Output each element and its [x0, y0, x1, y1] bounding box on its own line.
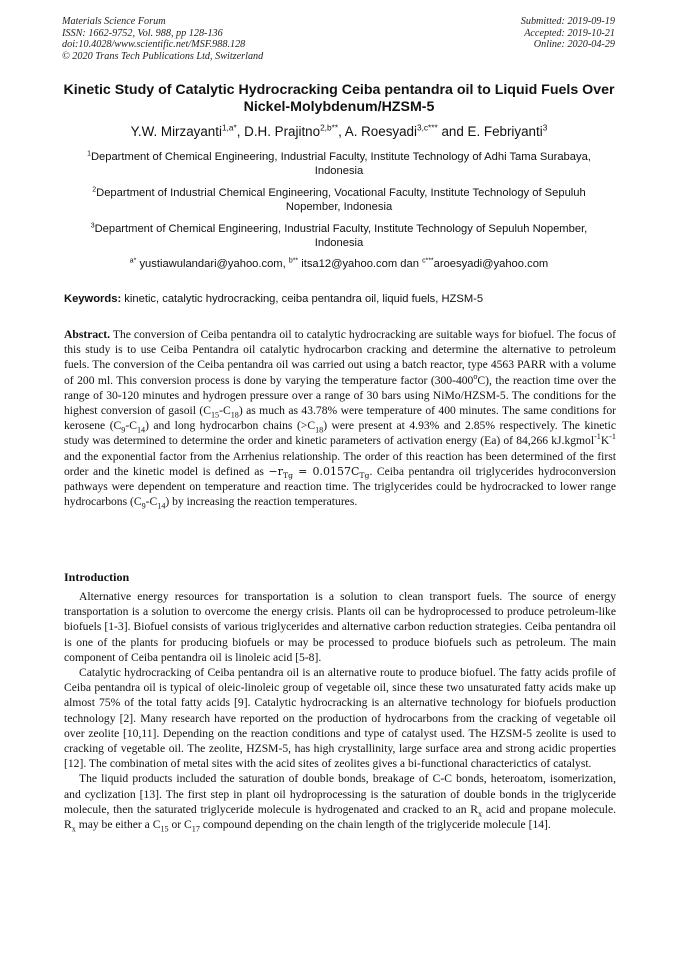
subscript: x [478, 809, 483, 819]
paragraph-text: or C [168, 818, 192, 832]
abstract-text: C), the reaction time over the range of 30-120 minutes and hydrogen pressure over a range of 30 bars using NiMo/HZSM-5. The conditions for the highest conversion of gasoil (C [64, 373, 616, 418]
email-marker: b** [288, 257, 299, 265]
accepted-date: Accepted: 2019-10-21 [524, 27, 615, 39]
subscript: 14 [157, 501, 166, 511]
affiliation-marker: 1 [87, 150, 91, 158]
author-emails [62, 257, 616, 271]
author-name: E. Febriyanti [467, 124, 543, 139]
author-separator: , [338, 124, 345, 139]
abstract-text: ) and long hydrocarbon chains (>C [145, 419, 316, 433]
abstract-text: and the exponential factor from the Arrhenius relationship. The order of this reaction has been determined of the first order and the kinetic model is defined as [64, 449, 616, 478]
author-separator: and [437, 124, 468, 139]
email-address[interactable]: yustiawulandari@yahoo.com [139, 258, 283, 270]
affiliation-marker: 2 [92, 186, 97, 194]
affiliation-2 [72, 186, 606, 215]
paragraph: Catalytic hydrocracking of Ceiba pentandra oil is an alternative route to produce biofuel. The fatty acids profile of Ceiba pentandra oil is typical of oleic-linoleic group of vegetable oil, since these two unsaturated fatty acids make up almost 75% of the total fatty acids [9]. Catalytic hydrocracking is an alternative technology for biofuels production technology [2]. Many research have reported on the production of hydrocarbons from the cracking of vegetable oil over zeolite [10,11]. Depending on the reaction conditions and type of catalyst used. The HZSM-5 zeolite is used to cracking of vegetable oil. The zeolite, HZSM-5, has high crystallinity, large surface area and strong acidic properties [12]. The combination of metal sites with the acid sites of zeolites gives a bi-functional characterictics of catalyst. [64, 666, 616, 771]
subscript: 14 [136, 425, 146, 435]
paper-title: Kinetic Study of Catalytic Hydrocracking Ceiba pentandra oil to Liquid Fuels Over Nickel-Molybdenum/HZSM-5 [63, 82, 615, 115]
equation-part: = 0.0157C [293, 464, 360, 478]
author-superscript: 3,c*** [416, 122, 438, 133]
subscript: 18 [315, 425, 324, 435]
author-separator: , [236, 124, 245, 139]
subscript: 9 [141, 501, 146, 511]
paragraph: Alternative energy resources for transportation is a solution to clean transport fuels. The source of energy transportation is a solution to overcome the energy crisis. Plants oil can be hydroprocessed to produce petroleum-like biofuels [1-3]. Biofuel consists of various triglycerides and alternative carbon reduction strategies. Ceiba pentandra oil is one of the plants for producing biofuels or may be processed to produce biofuels such as petroleum. The main component of Ceiba pentandra oil is linoleic acid [5-8]. [64, 590, 616, 664]
journal-info [62, 16, 263, 62]
superscript: o [473, 371, 478, 381]
author-superscript: 1,a* [221, 122, 237, 133]
abstract-text: -C [219, 404, 231, 418]
journal-copyright: © 2020 Trans Tech Publications Ltd, Switzerland [62, 50, 264, 62]
paragraph-text: The liquid products included the saturation of double bonds, breakage of C-C bonds, heteroatom, isomerization, and cyclization [13]. The first step in plant oil hydroprocessing is the saturation of double bonds in the triglyceride molecule, then the saturated triglyceride molecule is hydrogenated and cracked to an R [64, 772, 616, 816]
abstract-text: . Ceiba pentandra oil triglycerides hydroconversion pathways were dependent on temperature and reaction time. The triglycerides could be hydrocracked to lower range hydrocarbons (C [64, 464, 616, 509]
journal-doi: doi:10.4028/www.scientific.net/MSF.988.128 [62, 39, 246, 51]
submitted-date: Submitted: 2019-09-19 [520, 16, 615, 27]
subscript: 9 [121, 425, 126, 435]
journal-name: Materials Science Forum [62, 16, 166, 27]
subscript: 17 [191, 824, 200, 834]
abstract-text: ) were present at 4.93% and 2.85% respectively. The kinetic study was determined to determine the order and kinetic parameters of activation energy (Ea) of 84,266 kJ.kgmol [64, 419, 616, 448]
email-separator: , [282, 258, 289, 270]
section-heading-introduction: Introduction [64, 570, 130, 584]
subscript: 15 [160, 824, 169, 834]
abstract [64, 327, 616, 509]
abstract-text: K [600, 434, 610, 448]
subscript: Tg [282, 471, 293, 481]
journal-issn: ISSN: 1662-9752, Vol. 988, pp 128-136 [62, 27, 223, 39]
superscript: -1 [594, 432, 601, 442]
abstract-text: ) as much as 43.78% were temperature of 400 minutes. The same conditions for kerosene (C [64, 404, 616, 433]
author-name: Y.W. Mirzayanti [130, 124, 222, 139]
paragraph-text: compound depending on the chain length of the triglyceride molecule [14]. [199, 818, 551, 832]
email-marker: a* [129, 257, 137, 265]
author-list [62, 124, 616, 140]
keywords-text: kinetic, catalytic hydrocracking, ceiba pentandra oil, liquid fuels, HZSM-5 [121, 293, 484, 305]
abstract-label: Abstract. [64, 328, 111, 341]
abstract-text: -C [125, 419, 137, 433]
email-address[interactable]: itsa12@yahoo.com [301, 258, 398, 270]
affiliation-text: Department of Chemical Engineering, Industrial Faculty, Institute Technology of Sepuluh Nopember, Indonesia [94, 223, 588, 250]
author-name: D.H. Prajitno [244, 124, 321, 139]
author-superscript: 2,b** [320, 122, 339, 133]
superscript: -1 [609, 432, 616, 442]
paragraph-text: may be either a C [75, 818, 161, 832]
email-separator: dan [397, 258, 423, 270]
submission-dates [521, 16, 615, 51]
subscript: x [71, 824, 76, 834]
affiliation-3 [72, 222, 606, 251]
affiliation-marker: 3 [90, 222, 95, 230]
affiliation-text: Department of Chemical Engineering, Industrial Faculty, Institute Technology of Adhi Tama Surabaya, Indonesia [90, 151, 591, 178]
online-date: Online: 2020-04-29 [533, 39, 615, 51]
paragraph [64, 771, 616, 832]
keywords-label: Keywords: [64, 293, 122, 305]
keywords [64, 292, 616, 306]
email-marker: c*** [422, 257, 434, 265]
affiliation-1 [72, 150, 606, 179]
subscript: 15 [211, 410, 220, 420]
abstract-text: The conversion of Ceiba pentandra oil to catalytic hydrocracking are suitable ways for biofuel. The focus of this study is to use Ceiba Pentandra oil catalytic hydrocarbon cracking and determine the alternative to petroleum fuels. The conversion of the Ceiba pentandra oil was carried out using a batch reactor, type 4563 PARR with a volume of 200 ml. This conversion process is done by varying the temperature factor (300-400 [64, 328, 616, 387]
equation-part: −r [268, 464, 283, 478]
author-superscript: 3 [542, 122, 548, 133]
abstract-text: ) by increasing the reaction temperatures. [165, 495, 358, 509]
subscript: 18 [230, 410, 239, 420]
abstract-text: -C [145, 495, 158, 509]
author-name: A. Roesyadi [344, 124, 417, 139]
paragraph-text: acid and propane molecule. R [64, 802, 616, 832]
affiliation-text: Department of Industrial Chemical Engineering, Vocational Faculty, Institute Technology of Sepuluh Nopember, Indonesia [96, 187, 586, 214]
email-address[interactable]: aroesyadi@yahoo.com [433, 258, 549, 270]
kinetic-model-equation [268, 464, 370, 481]
introduction-body [64, 589, 616, 832]
subscript: Tg [359, 471, 370, 481]
